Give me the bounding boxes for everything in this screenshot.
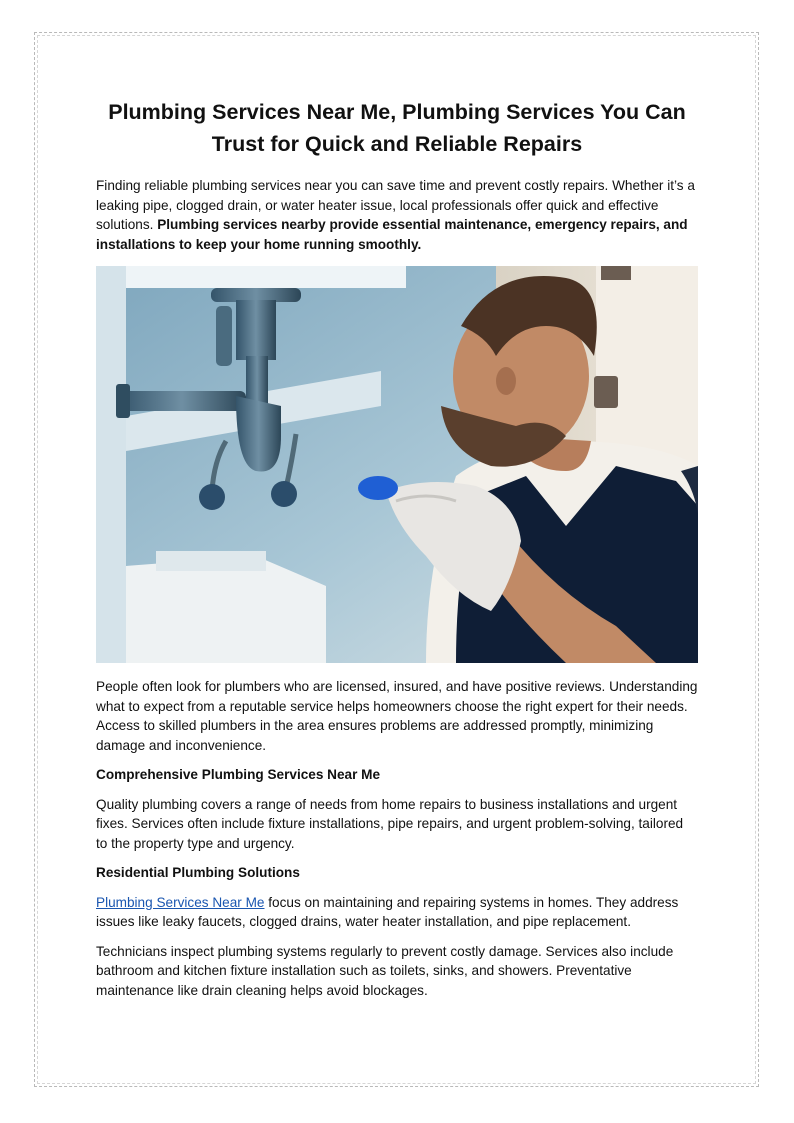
residential-paragraph — [96, 893, 698, 932]
page-title: Plumbing Services Near Me, Plumbing Services You Can Trust for Quick and Reliable Repairs — [108, 100, 686, 156]
residential-heading: Residential Plumbing Solutions — [96, 865, 300, 880]
intro-paragraph — [96, 176, 698, 254]
intro-text: Finding reliable plumbing services near you can save time and prevent costly repairs. Whether it’s a leaking pipe, clogged drain, or water heater issue, local professionals offer quick and effective solutions. — [96, 178, 695, 232]
plumber-photo — [96, 266, 698, 663]
plumbing-services-link[interactable]: Plumbing Services Near Me — [96, 894, 265, 910]
comprehensive-paragraph: Quality plumbing covers a range of needs from home repairs to business installations and urgent fixes. Services often include fixture installations, pipe repairs, and urgent problem-solving, tailored to the property type and urgency. — [96, 796, 684, 851]
intro-bold-text: Plumbing services nearby provide essential maintenance, emergency repairs, and installations to keep your home running smoothly. — [96, 217, 688, 252]
article — [96, 96, 698, 1010]
reviews-paragraph: People often look for plumbers who are licensed, insured, and have positive reviews. Understanding what to expect from a reputable service helps homeowners choose the right expert for their needs. Access to skilled plumbers in the area ensures problems are addressed promptly, minimizing damage and inconvenience. — [96, 679, 698, 753]
comprehensive-heading: Comprehensive Plumbing Services Near Me — [96, 767, 381, 782]
technicians-paragraph: Technicians inspect plumbing systems regularly to prevent costly damage. Services also include bathroom and kitchen fixture installation such as toilets, sinks, and showers. Preventative maintenance like drain cleaning helps avoid blockages. — [96, 943, 674, 998]
residential-text: focus on maintaining and repairing systems in homes. They address issues like leaky faucets, clogged drains, water heater installation, and pipe replacement. — [96, 894, 679, 929]
